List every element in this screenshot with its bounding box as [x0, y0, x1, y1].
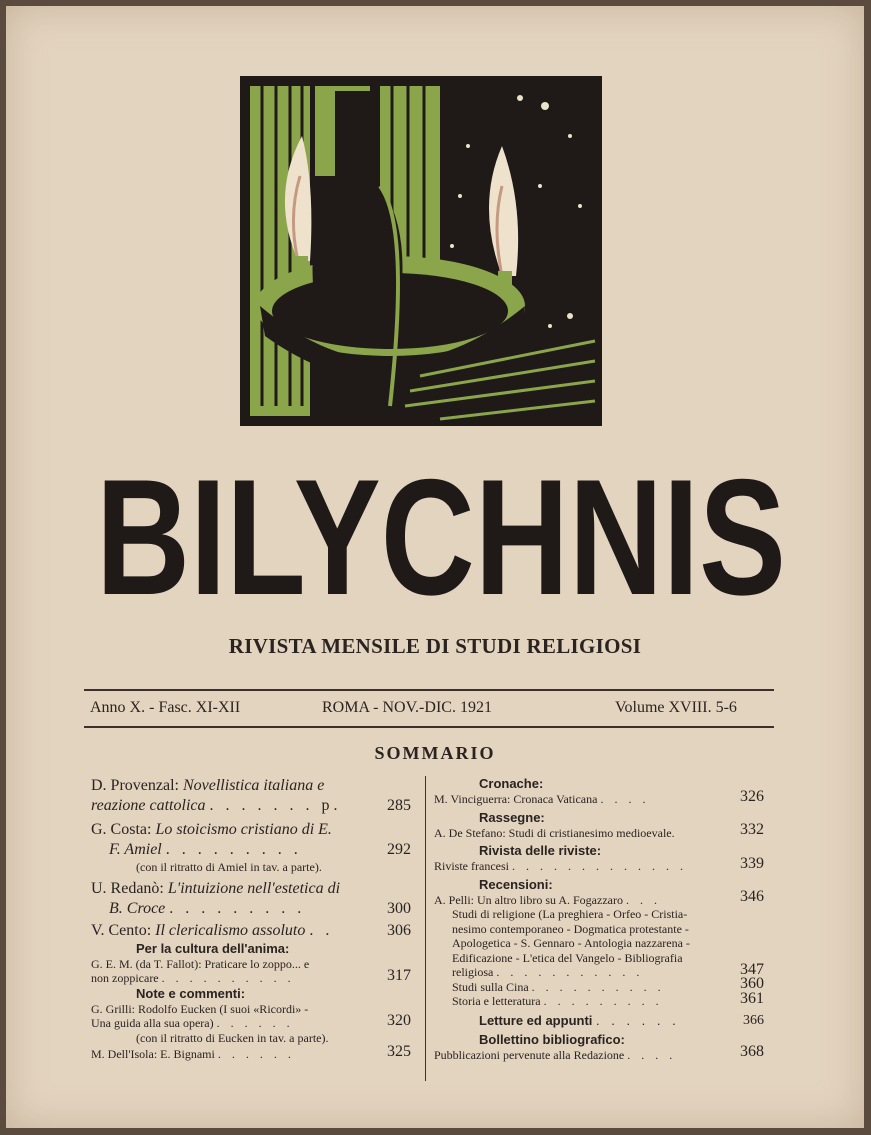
toc-title: Novellistica italiana e [182, 777, 325, 794]
toc-title: Studi di religione (La preghiera - Orfeo - Cristia- [452, 907, 688, 921]
toc-title: religiosa [452, 965, 494, 979]
toc-leader: . . . . [627, 1047, 677, 1062]
toc-page: 346 [740, 888, 764, 905]
toc-entry [434, 888, 764, 908]
toc-page: 317 [387, 966, 411, 984]
toc-title: Studi sulla Cina [452, 979, 529, 994]
toc-page: 339 [740, 854, 764, 872]
toc-entry [434, 1013, 764, 1029]
toc-page: 325 [387, 1042, 411, 1060]
two-flame-lamp-illustration [240, 76, 602, 426]
toc-entry [91, 776, 411, 816]
toc-entry [434, 907, 764, 980]
toc-leader: . . . . . . . p. [209, 797, 342, 814]
toc-entry [434, 787, 764, 807]
toc-entry [91, 1042, 411, 1062]
toc-title: G. Grilli: Rodolfo Eucken (I suoi «Ricordi» - [91, 1001, 309, 1016]
section-heading: Bollettino bibliografico: [479, 1031, 625, 1047]
toc-page: 285 [387, 797, 411, 814]
toc-title: G. E. M. (da T. Fallot): Praticare lo zoppo... e [91, 956, 310, 971]
toc-leader: . . . . . . [596, 1012, 680, 1028]
toc-title: Edificazione - L'etica del Vangelo - Bibliografia [452, 950, 683, 965]
section-heading: Per la cultura dell'anima: [136, 940, 290, 956]
toc-entry [91, 1002, 411, 1031]
volume: Volume XVIII. 5-6 [615, 699, 737, 716]
toc-title: Apologetica - S. Gennaro - Antologia nazzarena - [452, 936, 690, 950]
toc-note: (con il ritratto di Eucken in tav. a parte). [136, 1030, 329, 1045]
section-heading: Recensioni: [479, 876, 553, 892]
toc-page: 306 [387, 921, 411, 939]
toc-leader: . . . . [600, 792, 650, 806]
toc-leader: . . . . . . . . . [165, 841, 302, 858]
section-heading: Letture ed appunti [479, 1012, 593, 1028]
issue-number: Anno X. - Fasc. XI-XII [90, 699, 241, 716]
toc-title: reazione cattolica [91, 797, 206, 814]
toc-leader: . . . . . . . . . [169, 899, 306, 917]
toc-entry [434, 975, 764, 995]
section-heading: Note e commenti: [136, 985, 246, 1001]
toc-title: A. De Stefano: Studi di cristianesimo medioevale. [434, 825, 675, 840]
toc-page: 326 [740, 787, 764, 805]
bottom-rule [84, 726, 774, 728]
toc-title: Il clericalismo assoluto [155, 921, 306, 939]
column-divider [425, 776, 426, 1081]
toc-title: non zoppicare [91, 971, 159, 985]
toc-leader: . . . . . . . . . . . [496, 965, 644, 979]
toc-leader: . . . . . . [217, 1047, 295, 1061]
magazine-cover [6, 6, 864, 1128]
toc-page: 368 [740, 1043, 764, 1060]
toc-author: D. Provenzal: [91, 777, 179, 794]
toc-page: 320 [387, 1011, 411, 1029]
toc-title: A. Pelli: Un altro libro su A. Fogazzaro [434, 892, 623, 907]
toc-page: 332 [740, 821, 764, 838]
toc-page: 292 [387, 841, 411, 858]
toc-title: Una guida alla sua opera) [91, 1016, 214, 1030]
toc-page: 347 [740, 960, 764, 978]
toc-author: G. Costa: [91, 821, 152, 838]
toc-entry [91, 820, 411, 860]
subtitle: RIVISTA MENSILE DI STUDI RELIGIOSI [228, 634, 642, 658]
toc-title: Riviste francesi [434, 859, 509, 873]
toc-author: U. Redanò: [91, 879, 164, 897]
contents-right-column [434, 776, 764, 1062]
toc-page: 300 [387, 899, 411, 917]
place-date: ROMA - NOV.-DIC. 1921 [322, 699, 492, 716]
toc-entry [434, 989, 764, 1009]
toc-title: F. Amiel [109, 841, 162, 858]
sommario-heading: SOMMARIO [374, 743, 496, 763]
toc-page: 361 [740, 989, 764, 1007]
toc-leader: . . . . . . . . . [543, 994, 663, 1008]
section-heading: Cronache: [479, 776, 544, 791]
toc-page: 366 [743, 1012, 764, 1028]
toc-title: Lo stoicismo cristiano di E. [155, 821, 332, 838]
section-heading: Rivista delle riviste: [479, 843, 602, 858]
toc-title: Storia e letteratura [452, 994, 541, 1008]
toc-leader: . . . . . . . . . . [531, 979, 665, 994]
contents-left-column [91, 776, 411, 1062]
toc-title: B. Croce [109, 899, 166, 917]
toc-leader: . . . [625, 892, 661, 907]
toc-title: nesimo contemporaneo - Dogmatica protestante - [452, 921, 689, 936]
toc-entry [434, 821, 764, 841]
toc-title: Pubblicazioni pervenute alla Redazione [434, 1047, 625, 1062]
cover-woodcut-illustration [240, 76, 602, 426]
toc-entry [91, 879, 411, 919]
toc-title: M. Vinciguerra: Cronaca Vaticana [434, 792, 598, 806]
toc-note: (con il ritratto di Amiel in tav. a parte). [136, 860, 322, 874]
toc-leader: . . . . . . . . . . [161, 971, 295, 985]
toc-page: 360 [740, 975, 764, 992]
top-rule [84, 689, 774, 691]
toc-leader: . . [309, 921, 334, 939]
toc-author: V. Cento: [91, 921, 152, 939]
toc-entry [434, 1043, 764, 1063]
toc-title: L'intuizione nell'estetica di [167, 879, 341, 897]
toc-entry [91, 921, 411, 941]
toc-leader: . . . . . . [216, 1016, 294, 1030]
toc-entry [91, 957, 411, 986]
toc-entry [434, 854, 764, 874]
section-heading: Rassegne: [479, 809, 545, 825]
toc-title: M. Dell'Isola: E. Bignami [91, 1047, 215, 1061]
toc-leader: . . . . . . . . . . . . . [511, 859, 687, 873]
masthead-title [86, 446, 796, 616]
title-text: BILYCHNIS [96, 446, 786, 616]
